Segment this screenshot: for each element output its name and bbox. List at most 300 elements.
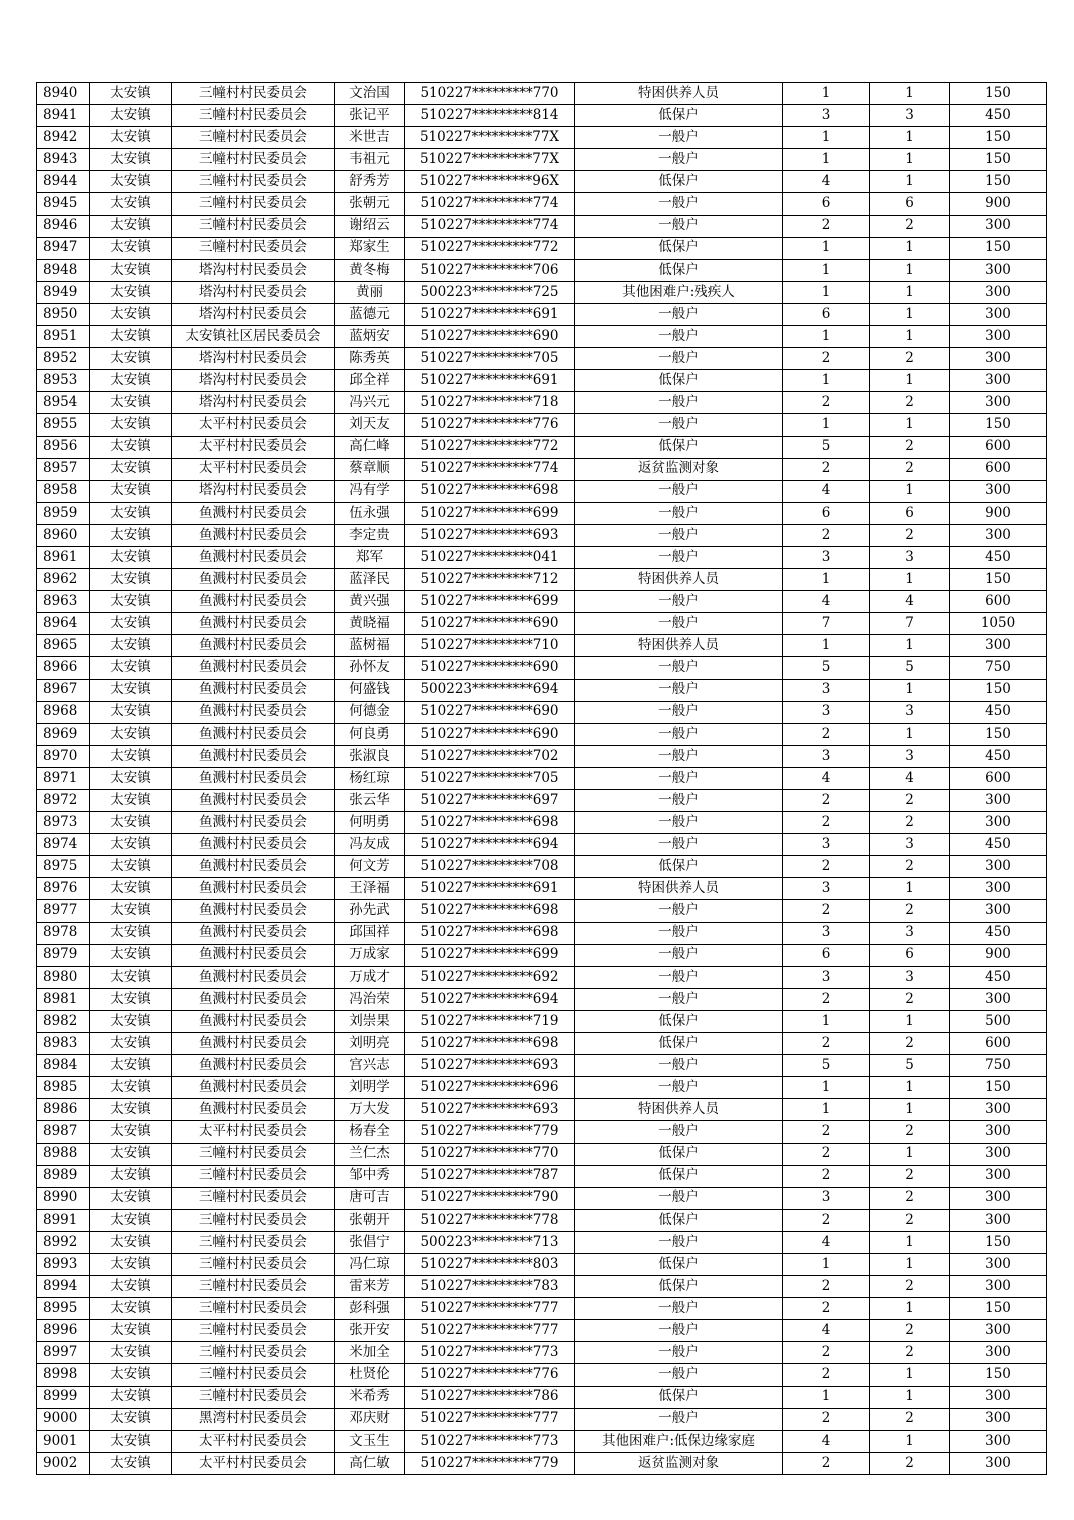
person-name-cell: 邓庆财: [335, 1408, 405, 1430]
person-name-cell: 韦祖元: [335, 149, 405, 171]
township-cell: 太安镇: [90, 657, 172, 679]
id-number-cell: 510227*********694: [405, 988, 575, 1010]
household-size-cell: 3: [783, 1187, 870, 1209]
table-row: [37, 723, 1047, 745]
row-number-cell: 8941: [37, 105, 90, 127]
table-row: [37, 1342, 1047, 1364]
committee-cell: 塔沟村村民委员会: [172, 370, 335, 392]
row-number-cell: 8960: [37, 524, 90, 546]
committee-cell: 三幢村村民委员会: [172, 1320, 335, 1342]
township-cell: 太安镇: [90, 326, 172, 348]
household-type-cell: 低保户: [575, 237, 783, 259]
row-number-cell: 8967: [37, 679, 90, 701]
id-number-cell: 510227*********691: [405, 370, 575, 392]
amount-cell: 300: [950, 1276, 1047, 1298]
household-type-cell: 一般户: [575, 215, 783, 237]
id-number-cell: 510227*********691: [405, 878, 575, 900]
covered-count-cell: 1: [870, 171, 950, 193]
township-cell: 太安镇: [90, 1276, 172, 1298]
table-row: [37, 524, 1047, 546]
committee-cell: 太安镇社区居民委员会: [172, 326, 335, 348]
covered-count-cell: 1: [870, 878, 950, 900]
id-number-cell: 510227*********705: [405, 767, 575, 789]
committee-cell: 鱼溅村村民委员会: [172, 1077, 335, 1099]
household-type-cell: 低保户: [575, 1253, 783, 1275]
township-cell: 太安镇: [90, 745, 172, 767]
id-number-cell: 510227*********719: [405, 1010, 575, 1032]
covered-count-cell: 1: [870, 1430, 950, 1452]
household-type-cell: 返贫监测对象: [575, 458, 783, 480]
id-number-cell: 510227*********778: [405, 1209, 575, 1231]
covered-count-cell: 1: [870, 1231, 950, 1253]
table-row: [37, 1010, 1047, 1032]
household-size-cell: 2: [783, 1033, 870, 1055]
covered-count-cell: 4: [870, 591, 950, 613]
id-number-cell: 510227*********776: [405, 414, 575, 436]
covered-count-cell: 2: [870, 1342, 950, 1364]
household-type-cell: 一般户: [575, 591, 783, 613]
committee-cell: 三幢村村民委员会: [172, 1298, 335, 1320]
covered-count-cell: 3: [870, 546, 950, 568]
covered-count-cell: 6: [870, 193, 950, 215]
person-name-cell: 万大发: [335, 1099, 405, 1121]
township-cell: 太安镇: [90, 812, 172, 834]
amount-cell: 150: [950, 723, 1047, 745]
covered-count-cell: 3: [870, 966, 950, 988]
committee-cell: 鱼溅村村民委员会: [172, 812, 335, 834]
amount-cell: 150: [950, 171, 1047, 193]
household-type-cell: 低保户: [575, 259, 783, 281]
row-number-cell: 8987: [37, 1121, 90, 1143]
household-size-cell: 3: [783, 679, 870, 701]
township-cell: 太安镇: [90, 237, 172, 259]
township-cell: 太安镇: [90, 1077, 172, 1099]
row-number-cell: 8968: [37, 701, 90, 723]
township-cell: 太安镇: [90, 1408, 172, 1430]
amount-cell: 150: [950, 679, 1047, 701]
household-size-cell: 1: [783, 370, 870, 392]
committee-cell: 鱼溅村村民委员会: [172, 988, 335, 1010]
row-number-cell: 8955: [37, 414, 90, 436]
amount-cell: 300: [950, 1342, 1047, 1364]
committee-cell: 鱼溅村村民委员会: [172, 502, 335, 524]
person-name-cell: 邱全祥: [335, 370, 405, 392]
person-name-cell: 黄冬梅: [335, 259, 405, 281]
table-row: [37, 1408, 1047, 1430]
amount-cell: 300: [950, 856, 1047, 878]
id-number-cell: 510227*********693: [405, 1055, 575, 1077]
township-cell: 太安镇: [90, 591, 172, 613]
household-size-cell: 5: [783, 436, 870, 458]
table-row: [37, 1298, 1047, 1320]
id-number-cell: 510227*********699: [405, 591, 575, 613]
person-name-cell: 米希秀: [335, 1386, 405, 1408]
id-number-cell: 510227*********774: [405, 215, 575, 237]
person-name-cell: 郑军: [335, 546, 405, 568]
person-name-cell: 蓝树福: [335, 635, 405, 657]
township-cell: 太安镇: [90, 546, 172, 568]
covered-count-cell: 1: [870, 414, 950, 436]
amount-cell: 300: [950, 790, 1047, 812]
row-number-cell: 8995: [37, 1298, 90, 1320]
row-number-cell: 8991: [37, 1209, 90, 1231]
id-number-cell: 510227*********708: [405, 856, 575, 878]
amount-cell: 300: [950, 281, 1047, 303]
household-type-cell: 一般户: [575, 657, 783, 679]
household-size-cell: 4: [783, 1430, 870, 1452]
person-name-cell: 张朝元: [335, 193, 405, 215]
covered-count-cell: 1: [870, 370, 950, 392]
household-type-cell: 一般户: [575, 392, 783, 414]
committee-cell: 鱼溅村村民委员会: [172, 767, 335, 789]
township-cell: 太安镇: [90, 370, 172, 392]
household-type-cell: 特困供养人员: [575, 635, 783, 657]
household-size-cell: 3: [783, 878, 870, 900]
covered-count-cell: 1: [870, 635, 950, 657]
household-size-cell: 1: [783, 326, 870, 348]
committee-cell: 三幢村村民委员会: [172, 237, 335, 259]
household-size-cell: 2: [783, 215, 870, 237]
township-cell: 太安镇: [90, 1033, 172, 1055]
id-number-cell: 510227*********690: [405, 701, 575, 723]
table-row: [37, 613, 1047, 635]
township-cell: 太安镇: [90, 458, 172, 480]
household-size-cell: 1: [783, 259, 870, 281]
covered-count-cell: 6: [870, 502, 950, 524]
household-size-cell: 2: [783, 1209, 870, 1231]
household-size-cell: 2: [783, 1298, 870, 1320]
amount-cell: 300: [950, 1386, 1047, 1408]
row-number-cell: 8946: [37, 215, 90, 237]
household-type-cell: 一般户: [575, 745, 783, 767]
household-type-cell: 一般户: [575, 812, 783, 834]
household-type-cell: 特困供养人员: [575, 878, 783, 900]
household-size-cell: 3: [783, 701, 870, 723]
township-cell: 太安镇: [90, 1010, 172, 1032]
id-number-cell: 510227*********699: [405, 944, 575, 966]
id-number-cell: 510227*********698: [405, 900, 575, 922]
household-type-cell: 低保户: [575, 1010, 783, 1032]
committee-cell: 三幢村村民委员会: [172, 1253, 335, 1275]
amount-cell: 300: [950, 1253, 1047, 1275]
covered-count-cell: 1: [870, 149, 950, 171]
table-row: [37, 1077, 1047, 1099]
township-cell: 太安镇: [90, 834, 172, 856]
household-size-cell: 2: [783, 1165, 870, 1187]
township-cell: 太安镇: [90, 1121, 172, 1143]
covered-count-cell: 2: [870, 458, 950, 480]
row-number-cell: 8949: [37, 281, 90, 303]
township-cell: 太安镇: [90, 105, 172, 127]
id-number-cell: 510227*********690: [405, 613, 575, 635]
table-row: [37, 745, 1047, 767]
row-number-cell: 8996: [37, 1320, 90, 1342]
committee-cell: 鱼溅村村民委员会: [172, 701, 335, 723]
household-size-cell: 3: [783, 834, 870, 856]
township-cell: 太安镇: [90, 1386, 172, 1408]
person-name-cell: 何明勇: [335, 812, 405, 834]
row-number-cell: 8945: [37, 193, 90, 215]
person-name-cell: 王泽福: [335, 878, 405, 900]
id-number-cell: 510227*********694: [405, 834, 575, 856]
row-number-cell: 9000: [37, 1408, 90, 1430]
row-number-cell: 8988: [37, 1143, 90, 1165]
township-cell: 太安镇: [90, 259, 172, 281]
household-type-cell: 低保户: [575, 1209, 783, 1231]
id-number-cell: 500223*********713: [405, 1231, 575, 1253]
id-number-cell: 510227*********779: [405, 1121, 575, 1143]
township-cell: 太安镇: [90, 878, 172, 900]
id-number-cell: 510227*********77X: [405, 127, 575, 149]
row-number-cell: 8972: [37, 790, 90, 812]
amount-cell: 150: [950, 1231, 1047, 1253]
id-number-cell: 510227*********693: [405, 1099, 575, 1121]
id-number-cell: 510227*********777: [405, 1408, 575, 1430]
amount-cell: 300: [950, 1143, 1047, 1165]
row-number-cell: 8952: [37, 348, 90, 370]
township-cell: 太安镇: [90, 83, 172, 105]
table-row: [37, 171, 1047, 193]
amount-cell: 300: [950, 1121, 1047, 1143]
household-size-cell: 2: [783, 458, 870, 480]
table-row: [37, 458, 1047, 480]
amount-cell: 300: [950, 1430, 1047, 1452]
amount-cell: 300: [950, 524, 1047, 546]
row-number-cell: 8947: [37, 237, 90, 259]
amount-cell: 300: [950, 303, 1047, 325]
covered-count-cell: 1: [870, 480, 950, 502]
household-type-cell: 一般户: [575, 790, 783, 812]
table-row: [37, 303, 1047, 325]
township-cell: 太安镇: [90, 1099, 172, 1121]
amount-cell: 750: [950, 657, 1047, 679]
household-size-cell: 3: [783, 105, 870, 127]
amount-cell: 300: [950, 1099, 1047, 1121]
household-size-cell: 2: [783, 900, 870, 922]
id-number-cell: 510227*********770: [405, 83, 575, 105]
township-cell: 太安镇: [90, 1298, 172, 1320]
table-row: [37, 1055, 1047, 1077]
person-name-cell: 蓝炳安: [335, 326, 405, 348]
household-type-cell: 特困供养人员: [575, 1099, 783, 1121]
table-row: [37, 790, 1047, 812]
table-row: [37, 83, 1047, 105]
committee-cell: 鱼溅村村民委员会: [172, 657, 335, 679]
household-size-cell: 1: [783, 1010, 870, 1032]
household-type-cell: 一般户: [575, 502, 783, 524]
township-cell: 太安镇: [90, 524, 172, 546]
township-cell: 太安镇: [90, 988, 172, 1010]
row-number-cell: 8951: [37, 326, 90, 348]
row-number-cell: 8948: [37, 259, 90, 281]
row-number-cell: 8999: [37, 1386, 90, 1408]
row-number-cell: 8989: [37, 1165, 90, 1187]
household-type-cell: 低保户: [575, 1386, 783, 1408]
amount-cell: 300: [950, 1452, 1047, 1474]
household-size-cell: 7: [783, 613, 870, 635]
committee-cell: 鱼溅村村民委员会: [172, 723, 335, 745]
household-type-cell: 一般户: [575, 834, 783, 856]
person-name-cell: 冯治荣: [335, 988, 405, 1010]
person-name-cell: 孙怀友: [335, 657, 405, 679]
household-type-cell: 一般户: [575, 1231, 783, 1253]
row-number-cell: 8940: [37, 83, 90, 105]
person-name-cell: 何盛钱: [335, 679, 405, 701]
id-number-cell: 510227*********699: [405, 502, 575, 524]
township-cell: 太安镇: [90, 1253, 172, 1275]
table-row: [37, 569, 1047, 591]
township-cell: 太安镇: [90, 900, 172, 922]
id-number-cell: 510227*********770: [405, 1143, 575, 1165]
household-type-cell: 低保户: [575, 1276, 783, 1298]
household-size-cell: 2: [783, 392, 870, 414]
id-number-cell: 510227*********698: [405, 922, 575, 944]
household-size-cell: 3: [783, 745, 870, 767]
row-number-cell: 8985: [37, 1077, 90, 1099]
person-name-cell: 邱国祥: [335, 922, 405, 944]
id-number-cell: 500223*********725: [405, 281, 575, 303]
table-row: [37, 281, 1047, 303]
covered-count-cell: 2: [870, 436, 950, 458]
amount-cell: 300: [950, 1209, 1047, 1231]
household-size-cell: 2: [783, 1121, 870, 1143]
household-size-cell: 2: [783, 988, 870, 1010]
person-name-cell: 彭科强: [335, 1298, 405, 1320]
amount-cell: 300: [950, 635, 1047, 657]
committee-cell: 塔沟村村民委员会: [172, 348, 335, 370]
household-size-cell: 1: [783, 1099, 870, 1121]
amount-cell: 600: [950, 436, 1047, 458]
committee-cell: 三幢村村民委员会: [172, 127, 335, 149]
table-row: [37, 1033, 1047, 1055]
covered-count-cell: 1: [870, 1077, 950, 1099]
person-name-cell: 张朝开: [335, 1209, 405, 1231]
id-number-cell: 510227*********772: [405, 436, 575, 458]
table-row: [37, 988, 1047, 1010]
covered-count-cell: 3: [870, 701, 950, 723]
household-size-cell: 4: [783, 480, 870, 502]
table-row: [37, 326, 1047, 348]
table-body: [37, 83, 1047, 1475]
covered-count-cell: 2: [870, 1121, 950, 1143]
amount-cell: 450: [950, 745, 1047, 767]
household-type-cell: 低保户: [575, 1033, 783, 1055]
table-row: [37, 834, 1047, 856]
household-type-cell: 其他困难户:低保边缘家庭: [575, 1430, 783, 1452]
township-cell: 太安镇: [90, 1452, 172, 1474]
amount-cell: 300: [950, 392, 1047, 414]
household-size-cell: 1: [783, 414, 870, 436]
household-size-cell: 1: [783, 1253, 870, 1275]
township-cell: 太安镇: [90, 414, 172, 436]
id-number-cell: 510227*********772: [405, 237, 575, 259]
household-size-cell: 2: [783, 723, 870, 745]
amount-cell: 600: [950, 767, 1047, 789]
household-type-cell: 一般户: [575, 988, 783, 1010]
person-name-cell: 何德金: [335, 701, 405, 723]
table-row: [37, 414, 1047, 436]
household-type-cell: 一般户: [575, 1408, 783, 1430]
row-number-cell: 8957: [37, 458, 90, 480]
covered-count-cell: 3: [870, 105, 950, 127]
row-number-cell: 8978: [37, 922, 90, 944]
person-name-cell: 高仁峰: [335, 436, 405, 458]
amount-cell: 450: [950, 922, 1047, 944]
row-number-cell: 8964: [37, 613, 90, 635]
row-number-cell: 8994: [37, 1276, 90, 1298]
household-size-cell: 2: [783, 1276, 870, 1298]
household-type-cell: 一般户: [575, 149, 783, 171]
table-row: [37, 1320, 1047, 1342]
person-name-cell: 刘崇果: [335, 1010, 405, 1032]
id-number-cell: 510227*********696: [405, 1077, 575, 1099]
row-number-cell: 9001: [37, 1430, 90, 1452]
amount-cell: 150: [950, 127, 1047, 149]
committee-cell: 鱼溅村村民委员会: [172, 1099, 335, 1121]
row-number-cell: 8981: [37, 988, 90, 1010]
covered-count-cell: 2: [870, 1033, 950, 1055]
household-size-cell: 3: [783, 546, 870, 568]
township-cell: 太安镇: [90, 215, 172, 237]
household-type-cell: 一般户: [575, 524, 783, 546]
township-cell: 太安镇: [90, 613, 172, 635]
amount-cell: 1050: [950, 613, 1047, 635]
row-number-cell: 8983: [37, 1033, 90, 1055]
covered-count-cell: 1: [870, 723, 950, 745]
amount-cell: 900: [950, 944, 1047, 966]
household-type-cell: 低保户: [575, 105, 783, 127]
person-name-cell: 文治国: [335, 83, 405, 105]
covered-count-cell: 1: [870, 1253, 950, 1275]
table-row: [37, 105, 1047, 127]
table-row: [37, 215, 1047, 237]
household-size-cell: 5: [783, 657, 870, 679]
benefit-register-table: [36, 82, 1047, 1475]
table-row: [37, 370, 1047, 392]
person-name-cell: 冯有学: [335, 480, 405, 502]
row-number-cell: 9002: [37, 1452, 90, 1474]
id-number-cell: 510227*********705: [405, 348, 575, 370]
person-name-cell: 李定贵: [335, 524, 405, 546]
row-number-cell: 8944: [37, 171, 90, 193]
amount-cell: 300: [950, 900, 1047, 922]
amount-cell: 300: [950, 1187, 1047, 1209]
committee-cell: 鱼溅村村民委员会: [172, 1055, 335, 1077]
committee-cell: 塔沟村村民委员会: [172, 303, 335, 325]
row-number-cell: 8975: [37, 856, 90, 878]
township-cell: 太安镇: [90, 1364, 172, 1386]
person-name-cell: 宫兴志: [335, 1055, 405, 1077]
township-cell: 太安镇: [90, 502, 172, 524]
township-cell: 太安镇: [90, 767, 172, 789]
table-row: [37, 436, 1047, 458]
household-type-cell: 特困供养人员: [575, 83, 783, 105]
committee-cell: 三幢村村民委员会: [172, 193, 335, 215]
person-name-cell: 杨红琼: [335, 767, 405, 789]
amount-cell: 300: [950, 215, 1047, 237]
covered-count-cell: 2: [870, 812, 950, 834]
table-row: [37, 767, 1047, 789]
household-size-cell: 1: [783, 149, 870, 171]
committee-cell: 太平村村民委员会: [172, 436, 335, 458]
covered-count-cell: 1: [870, 1143, 950, 1165]
household-type-cell: 一般户: [575, 1055, 783, 1077]
township-cell: 太安镇: [90, 790, 172, 812]
committee-cell: 三幢村村民委员会: [172, 1342, 335, 1364]
township-cell: 太安镇: [90, 1320, 172, 1342]
person-name-cell: 刘天友: [335, 414, 405, 436]
covered-count-cell: 3: [870, 922, 950, 944]
